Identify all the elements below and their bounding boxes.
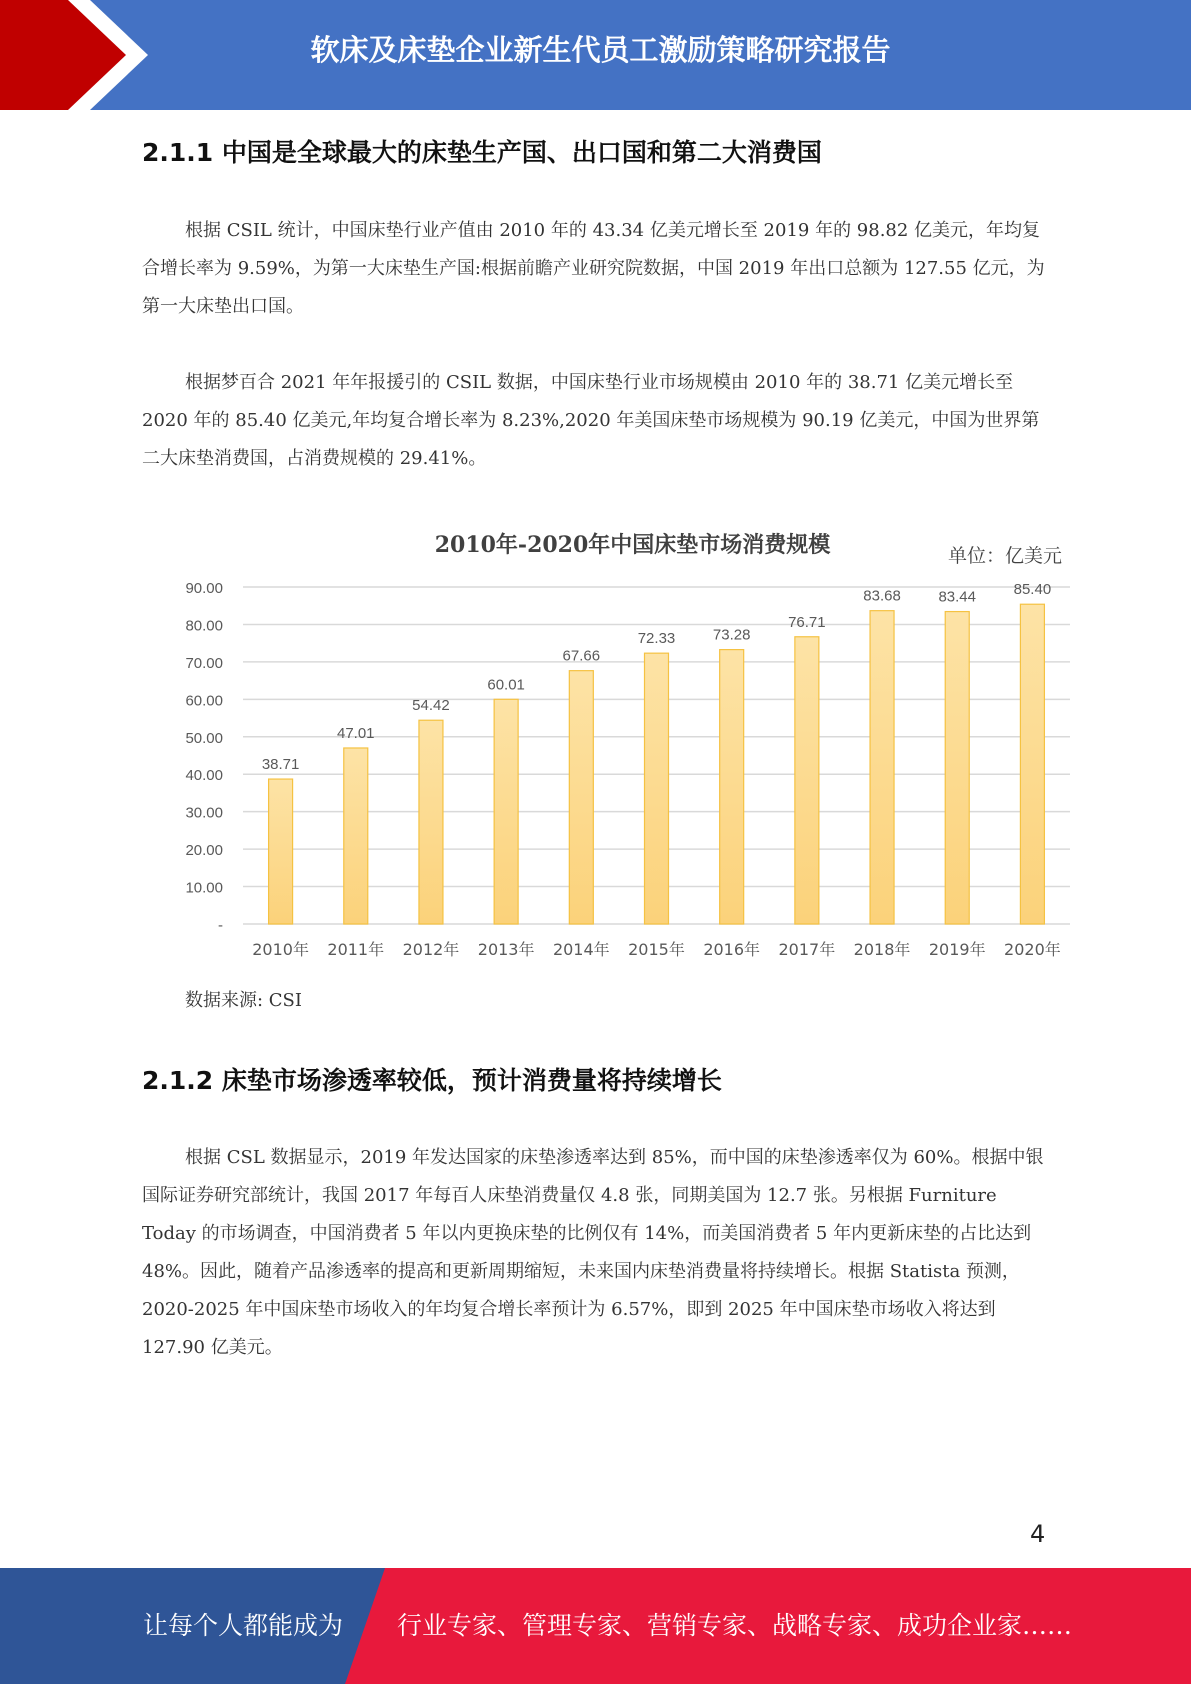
- paragraph-1: 根据 CSIL 统计，中国床垫行业产值由 2010 年的 43.34 亿美元增长至 2019 年的 98.82 亿美元，年均复合增长率为 9.59%，为第一大床垫生产国:根据前瞻产业研究院数据，中国 2019 年出口总额为 127.55 亿元，为第一大床垫出口国。: [142, 220, 1045, 317]
- x-tick-label: 2010年: [252, 940, 309, 959]
- data-label: 76.71: [788, 613, 826, 631]
- chart-unit-label: 单位：亿美元: [948, 545, 1063, 567]
- paragraph-2: 根据梦百合 2021 年年报援引的 CSIL 数据，中国床垫行业市场规模由 2010 年的 38.71 亿美元增长至 2020 年的 85.40 亿美元,年均复合增长率为 8.23%,2020 年美国床垫市场规模为 90.19 亿美元，中国为世界第二大床垫消费国，占消费规模的 29.41%。: [142, 372, 1040, 469]
- data-label: 47.01: [336, 724, 375, 742]
- data-label: 83.68: [863, 587, 901, 605]
- bar: [494, 699, 518, 924]
- consumption-bar-chart: [175, 515, 1090, 970]
- paragraph-3: 根据 CSL 数据显示，2019 年发达国家的床垫渗透率达到 85%，而中国的床垫渗透率仅为 60%。根据中银国际证券研究部统计，我国 2017 年每百人床垫消费量仅 4.8 张，同期美国为 12.7 张。另根据 Furniture Today 的市场调查，中国消费者 5 年以内更换床垫的比例仅有 14%，而美国消费者 5 年内更新床垫的占比达到 48%。因此，随着产品渗透率的提高和更新周期缩短，未来国内床垫消费量将持续增长。根据 Statista 预测，2020-2025 年中国床垫市场收入的年均复合增长率预计为 6.57%，即到 2025 年中国床垫市场收入将达到 127.90 亿美元。: [142, 1147, 1044, 1358]
- x-tick-label: 2014年: [552, 940, 610, 959]
- data-label: 54.42: [412, 697, 450, 715]
- data-label: 73.28: [712, 626, 751, 644]
- x-tick-label: 2013年: [477, 940, 535, 959]
- data-source-note: 数据来源: CSI: [185, 990, 302, 1011]
- page-number: 4: [1030, 1520, 1046, 1548]
- chart-plot: [175, 515, 1090, 970]
- data-label: 83.44: [938, 588, 977, 606]
- data-label: 38.71: [261, 756, 300, 774]
- bar: [720, 650, 744, 924]
- x-tick-label: 2017年: [778, 940, 836, 959]
- y-tick-label: 10.00: [185, 879, 223, 897]
- y-tick-label: 20.00: [185, 842, 223, 860]
- x-tick-label: 2020年: [1004, 940, 1061, 959]
- y-tick-label: 30.00: [185, 804, 223, 822]
- report-title: 软床及床垫企业新生代员工激励策略研究报告: [310, 33, 891, 67]
- bar: [945, 612, 969, 924]
- y-tick-label: -: [218, 917, 223, 934]
- x-tick-label: 2015年: [628, 940, 685, 959]
- y-tick-label: 50.00: [185, 729, 223, 747]
- page-footer: [0, 1568, 1191, 1684]
- footer-slogan-left: 让每个人都能成为: [143, 1611, 344, 1640]
- x-tick-label: 2012年: [402, 940, 460, 959]
- bar: [419, 720, 443, 924]
- data-label: 67.66: [562, 647, 601, 665]
- section-heading-2-1-1: 2.1.1 中国是全球最大的床垫生产国、出口国和第二大消费国: [142, 138, 822, 167]
- y-tick-label: 70.00: [185, 654, 223, 672]
- bar: [870, 611, 894, 924]
- y-tick-label: 40.00: [185, 767, 223, 785]
- data-label: 60.01: [487, 676, 525, 694]
- y-tick-label: 60.00: [185, 692, 223, 710]
- bar: [344, 748, 368, 924]
- bar: [569, 671, 593, 924]
- bar: [795, 637, 819, 924]
- y-tick-label: 80.00: [185, 617, 223, 635]
- page-header: [0, 0, 1191, 110]
- x-tick-label: 2019年: [928, 940, 986, 959]
- y-tick-label: 90.00: [185, 580, 223, 597]
- x-tick-label: 2018年: [853, 940, 911, 959]
- chart-title: 2010年-2020年中国床垫市场消费规模: [434, 532, 831, 558]
- data-label: 85.40: [1013, 581, 1052, 599]
- section-heading-2-1-2: 2.1.2 床垫市场渗透率较低，预计消费量将持续增长: [142, 1066, 722, 1095]
- footer-slogan-right: 行业专家、管理专家、营销专家、战略专家、成功企业家……: [397, 1611, 1073, 1640]
- data-label: 72.33: [637, 630, 676, 648]
- bar: [1020, 604, 1044, 924]
- bar: [645, 653, 669, 924]
- x-tick-label: 2016年: [703, 940, 761, 959]
- bar: [269, 779, 293, 924]
- x-tick-label: 2011年: [327, 940, 385, 959]
